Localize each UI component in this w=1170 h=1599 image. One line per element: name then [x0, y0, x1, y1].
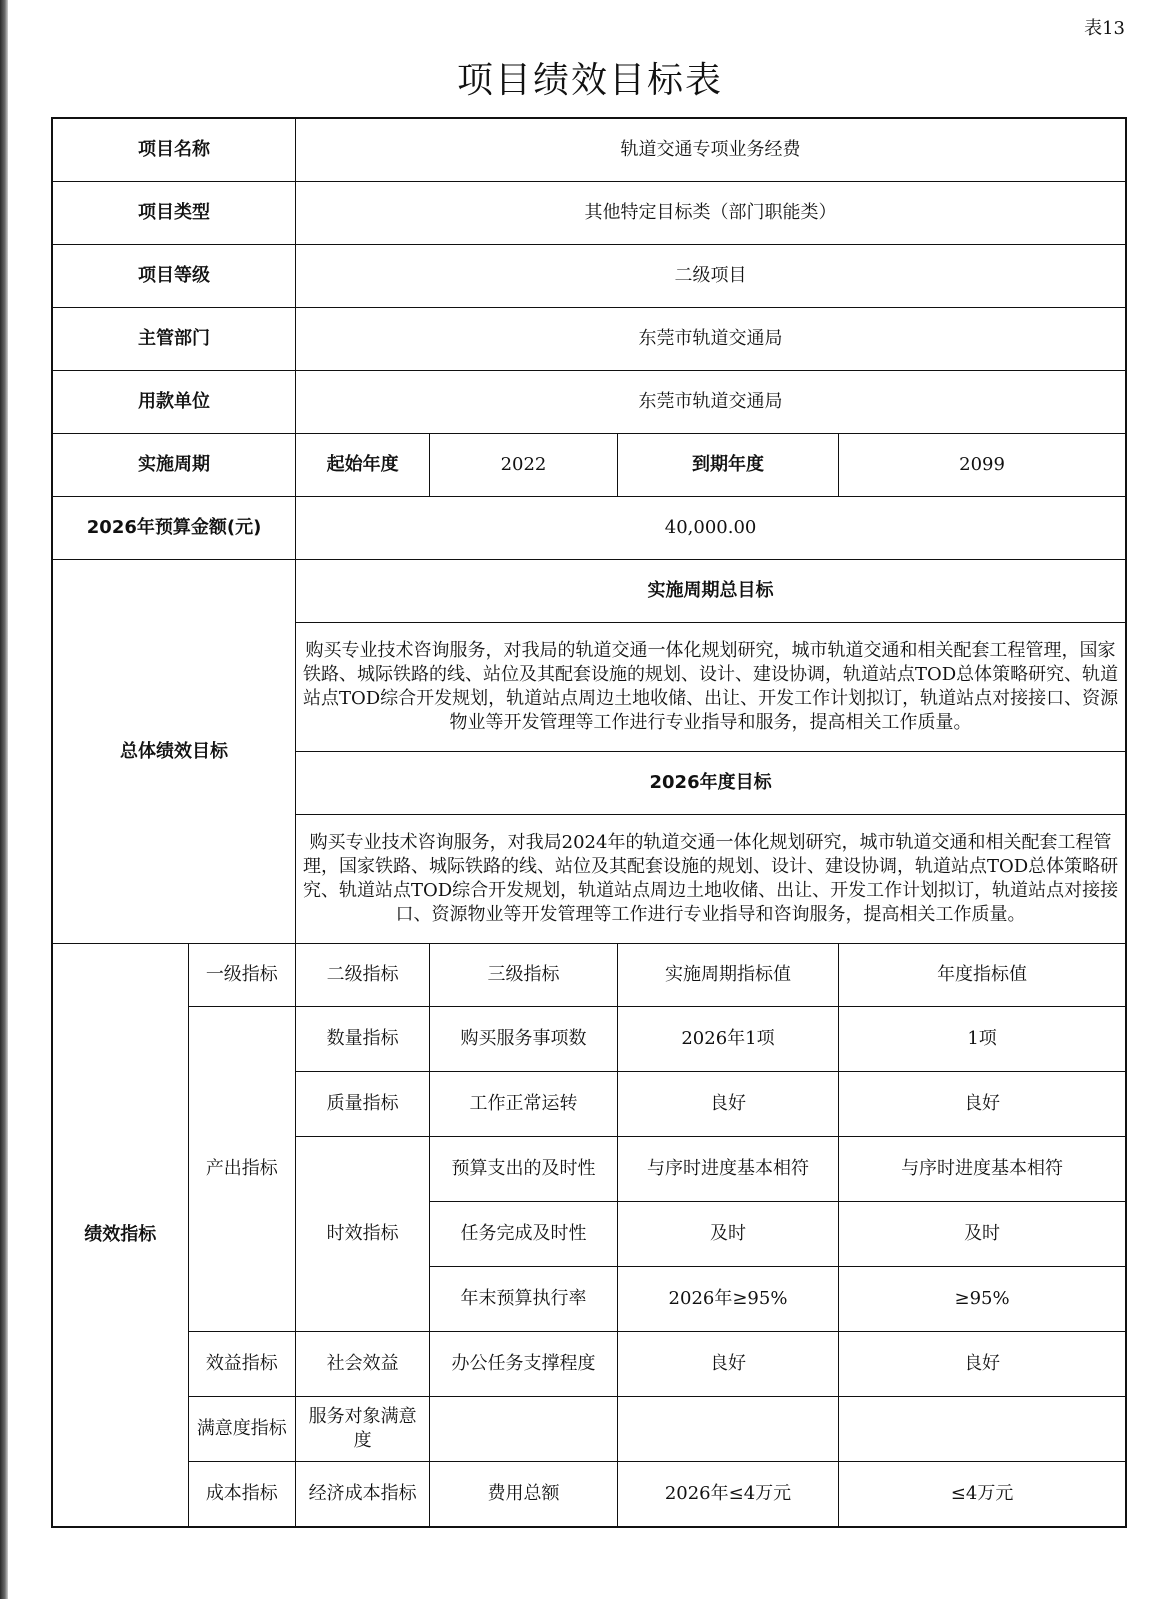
year-value-cell: 及时: [839, 1202, 1126, 1267]
year-goal-title: 2026年度目标: [296, 752, 1126, 815]
project-level-label: 项目等级: [52, 245, 296, 308]
period-value-cell: 2026年1项: [617, 1007, 838, 1072]
document-number: 表13: [1084, 18, 1125, 39]
row-funding-unit: [52, 371, 1126, 434]
row-budget: [52, 497, 1126, 560]
period-label: 实施周期: [52, 434, 296, 497]
period-value-cell: [617, 1397, 838, 1462]
year-value-cell: ≥95%: [839, 1267, 1126, 1332]
budget-value: 40,000.00: [296, 497, 1126, 560]
level1-satisfaction: 满意度指标: [188, 1397, 296, 1462]
project-level-value: 二级项目: [296, 245, 1126, 308]
project-type-label: 项目类型: [52, 182, 296, 245]
period-value-cell: 2026年≤4万元: [617, 1462, 838, 1528]
period-goal-title: 实施周期总目标: [296, 560, 1126, 623]
year-value-cell: 与序时进度基本相符: [839, 1137, 1126, 1202]
level3-cell: 办公任务支撑程度: [430, 1332, 618, 1397]
period-value-cell: 良好: [617, 1332, 838, 1397]
header-level2: 二级指标: [296, 944, 430, 1007]
period-value-cell: 与序时进度基本相符: [617, 1137, 838, 1202]
level3-cell: 费用总额: [430, 1462, 618, 1528]
level2-quality: 质量指标: [296, 1072, 430, 1137]
level3-cell: [430, 1397, 618, 1462]
project-name-label: 项目名称: [52, 118, 296, 182]
level1-cost: 成本指标: [188, 1462, 296, 1528]
level2-social: 社会效益: [296, 1332, 430, 1397]
year-value-cell: [839, 1397, 1126, 1462]
year-goal-text: 购买专业技术咨询服务，对我局2024年的轨道交通一体化规划研究，城市轨道交通和相关配套工程管理，国家铁路、城际铁路的线、站位及其配套设施的规划、设计、建设协调，轨道站点TOD总体策略研究、轨道站点TOD综合开发规划，轨道站点周边土地收储、出让、开发工作计划拟订，轨道站点对接接口、资源物业等开发管理等工作进行专业指导和咨询服务，提高相关工作质量。: [296, 815, 1126, 944]
row-project-type: [52, 182, 1126, 245]
level3-cell: 年末预算执行率: [430, 1267, 618, 1332]
level3-cell: 预算支出的及时性: [430, 1137, 618, 1202]
year-value-cell: 良好: [839, 1332, 1126, 1397]
indicators-label: 绩效指标: [52, 944, 188, 1528]
start-year-label: 起始年度: [296, 434, 430, 497]
row-project-level: [52, 245, 1126, 308]
header-level1: 一级指标: [188, 944, 296, 1007]
header-year-value: 年度指标值: [839, 944, 1126, 1007]
row-indicator-header: [52, 944, 1126, 1007]
scan-edge: [0, 0, 8, 1599]
level1-output: 产出指标: [188, 1007, 296, 1332]
start-year-value: 2022: [430, 434, 618, 497]
funding-unit-value: 东莞市轨道交通局: [296, 371, 1126, 434]
level2-quantity: 数量指标: [296, 1007, 430, 1072]
row-project-name: [52, 118, 1126, 182]
header-level3: 三级指标: [430, 944, 618, 1007]
year-value-cell: ≤4万元: [839, 1462, 1126, 1528]
table-row: [52, 1397, 1126, 1462]
row-department: [52, 308, 1126, 371]
header-period-value: 实施周期指标值: [617, 944, 838, 1007]
funding-unit-label: 用款单位: [52, 371, 296, 434]
project-type-value: 其他特定目标类（部门职能类）: [296, 182, 1126, 245]
end-year-label: 到期年度: [617, 434, 838, 497]
project-name-value: 轨道交通专项业务经费: [296, 118, 1126, 182]
department-label: 主管部门: [52, 308, 296, 371]
year-value-cell: 1项: [839, 1007, 1126, 1072]
page-title: 项目绩效目标表: [456, 60, 723, 101]
level2-service: 服务对象满意度: [296, 1397, 430, 1462]
level3-cell: 任务完成及时性: [430, 1202, 618, 1267]
row-period: [52, 434, 1126, 497]
budget-label: 2026年预算金额(元): [52, 497, 296, 560]
department-value: 东莞市轨道交通局: [296, 308, 1126, 371]
level1-benefit: 效益指标: [188, 1332, 296, 1397]
level3-cell: 工作正常运转: [430, 1072, 618, 1137]
table-row: [52, 1007, 1126, 1072]
overall-goal-label: 总体绩效目标: [52, 560, 296, 944]
level3-cell: 购买服务事项数: [430, 1007, 618, 1072]
table-row: [52, 1332, 1126, 1397]
level2-timeliness: 时效指标: [296, 1137, 430, 1332]
period-value-cell: 良好: [617, 1072, 838, 1137]
period-value-cell: 及时: [617, 1202, 838, 1267]
year-value-cell: 良好: [839, 1072, 1126, 1137]
end-year-value: 2099: [839, 434, 1126, 497]
table-row: [52, 1462, 1126, 1528]
row-period-goal-title: [52, 560, 1126, 623]
period-goal-text: 购买专业技术咨询服务，对我局的轨道交通一体化规划研究，城市轨道交通和相关配套工程管理，国家铁路、城际铁路的线、站位及其配套设施的规划、设计、建设协调，轨道站点TOD总体策略研究、轨道站点TOD综合开发规划，轨道站点周边土地收储、出让、开发工作计划拟订，轨道站点对接接口、资源物业等开发管理等工作进行专业指导和服务，提高相关工作质量。: [296, 623, 1126, 752]
period-value-cell: 2026年≥95%: [617, 1267, 838, 1332]
performance-target-table: [51, 117, 1127, 1528]
level2-econ: 经济成本指标: [296, 1462, 430, 1528]
